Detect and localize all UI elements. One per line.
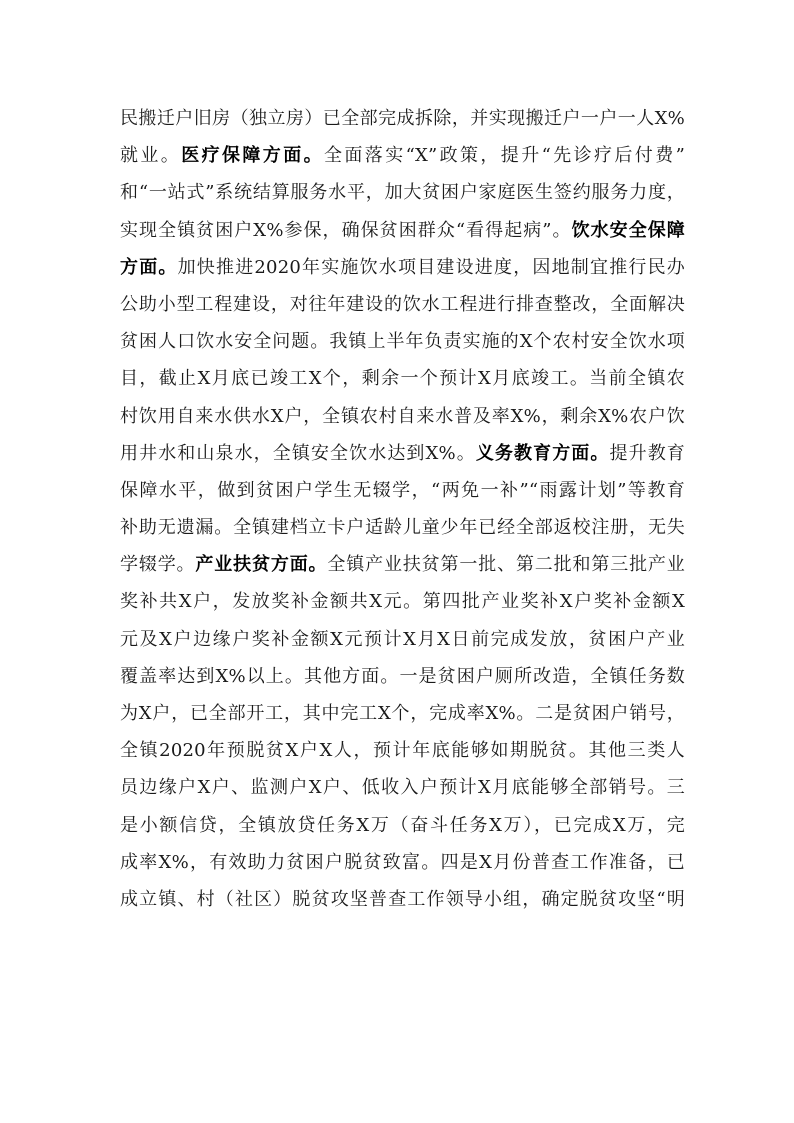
text-line [120, 732, 685, 769]
text-line [120, 286, 685, 323]
body-text-run: 就业。 [120, 145, 182, 167]
section-heading: 产业扶贫方面。 [195, 554, 328, 576]
text-line [120, 881, 685, 918]
body-text-run: 全镇产业扶贫第一批、第二批和第三批产业 [327, 554, 685, 576]
body-text-run: 全镇2020年预脱贫X户X人，预计年底能够如期脱贫。其他三类人 [120, 740, 685, 762]
text-line [120, 398, 685, 435]
text-line [120, 174, 685, 211]
text-line [120, 546, 685, 583]
text-line [120, 472, 685, 509]
body-text-run: 保障水平，做到贫困户学生无辍学，“两免一补”“雨露计划”等教育 [120, 479, 685, 501]
section-heading: 方面。 [120, 256, 178, 278]
text-line [120, 844, 685, 881]
body-text-run: 提升教育 [609, 442, 685, 464]
body-text [120, 100, 685, 918]
body-text-run: 元及X户边缘户奖补金额X元预计X月X日前完成发放，贫困户产业 [120, 628, 685, 650]
body-text-run: 覆盖率达到X%以上。其他方面。一是贫困户厕所改造，全镇任务数 [120, 665, 685, 687]
text-line [120, 621, 685, 658]
text-line [120, 658, 685, 695]
text-line [120, 323, 685, 360]
body-text-run: 用井水和山泉水，全镇安全饮水达到X%。 [120, 442, 476, 464]
body-text-run: 是小额信贷，全镇放贷任务X万（奋斗任务X万），已完成X万，完 [120, 814, 685, 836]
section-heading: 医疗保障方面。 [181, 145, 324, 167]
body-text-run: 民搬迁户旧房（独立房）已全部完成拆除，并实现搬迁户一户一人X% [120, 108, 685, 129]
body-text-run: 目，截止X月底已竣工X个，剩余一个预计X月底竣工。当前全镇农 [120, 368, 685, 390]
text-line [120, 212, 685, 249]
text-line [120, 769, 685, 806]
body-text-run: 公助小型工程建设，对往年建设的饮水工程进行排查整改，全面解决 [120, 293, 685, 315]
text-line [120, 807, 685, 844]
body-text-run: 成率X%，有效助力贫困户脱贫致富。四是X月份普查工作准备，已 [120, 851, 685, 873]
text-line [120, 695, 685, 732]
body-text-run: 学辍学。 [120, 554, 196, 576]
body-text-run: 补助无遗漏。全镇建档立卡户适龄儿童少年已经全部返校注册，无失 [120, 517, 685, 539]
text-line [120, 100, 685, 137]
body-text-run: 全面落实“X”政策，提升“先诊疗后付费” [324, 145, 685, 167]
text-line [120, 509, 685, 546]
body-text-run: 贫困人口饮水安全问题。我镇上半年负责实施的X个农村安全饮水项 [120, 331, 685, 353]
body-text-run: 员边缘户X户、监测户X户、低收入户预计X月底能够全部销号。三 [120, 777, 685, 799]
body-text-run: 加快推进2020年实施饮水项目建设进度，因地制宜推行民办 [177, 256, 686, 278]
body-text-run: 成立镇、村（社区）脱贫攻坚普查工作领导小组，确定脱贫攻坚“明 [120, 888, 685, 910]
section-heading: 饮水安全保障 [571, 219, 685, 241]
section-heading: 义务教育方面。 [475, 442, 610, 464]
text-line [120, 360, 685, 397]
text-line [120, 137, 685, 174]
body-text-run: 和“一站式”系统结算服务水平，加大贫困户家庭医生签约服务力度， [120, 182, 685, 204]
body-text-run: 为X户，已全部开工，其中完工X个，完成率X%。二是贫困户销号， [120, 703, 685, 724]
text-line [120, 435, 685, 472]
body-text-run: 村饮用自来水供水X户，全镇农村自来水普及率X%，剩余X%农户饮 [120, 405, 685, 427]
text-line [120, 249, 685, 286]
body-text-run: 实现全镇贫困户X%参保，确保贫困群众“看得起病”。 [120, 219, 572, 241]
body-text-run: 奖补共X户，发放奖补金额共X元。第四批产业奖补X户奖补金额X [120, 591, 685, 613]
text-line [120, 583, 685, 620]
